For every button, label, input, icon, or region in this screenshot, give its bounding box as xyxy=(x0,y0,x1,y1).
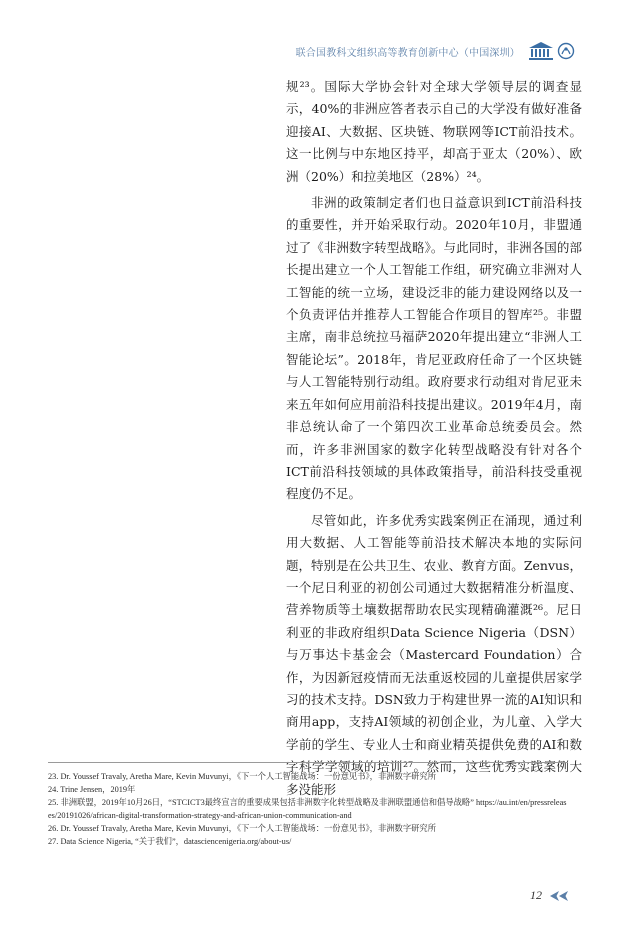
paragraph-1: 规²³。国际大学协会针对全球大学领导层的调查显示，40%的非洲应答者表示自己的大学没有做好准备迎接AI、大数据、区块链、物联网等ICT前沿技术。这一比例与中东地区持平，却高于亚太（20%）、欧洲（20%）和拉美地区（28%）²⁴。 xyxy=(286,79,582,184)
page-number: 12 xyxy=(530,888,542,902)
footnote-26: 26. Dr. Youssef Travaly, Aretha Mare, Kevin Muvunyi，《下一个人工智能战场：一份意见书》，非洲数字研究所 xyxy=(48,824,437,833)
body-text xyxy=(286,76,582,805)
header-title: 联合国教科文组织高等教育创新中心（中国深圳） xyxy=(295,47,520,59)
footnote-23: 23. Dr. Youssef Travaly, Aretha Mare, Kevin Muvunyi，《下一个人工智能战场：一份意见书》，非洲数字研究所 xyxy=(48,772,437,781)
paragraph-3: 尽管如此，许多优秀实践案例正在涌现，通过利用大数据、人工智能等前沿技术解决本地的实际问题，特别是在公共卫生、农业、教育方面。Zenvus，一个尼日利亚的初创公司通过大数据精准分析温度、营养物质等土壤数据帮助农民实现精确灌溉²⁶。尼日利亚的非政府组织Data Science Nigeria（DSN）与万事达卡基金会（Mastercard Foundation）合作，为因新冠疫情而无法重返校园的儿童提供居家学习的技术支持。DSN致力于构建世界一流的AI知识和商用app，支持AI领域的初创企业，为儿童、入学大学前的学生、专业人士和商业精英提供免费的AI和数字科学学领域的培训²⁷。然而，这些优秀实践案例大多没能形 xyxy=(286,512,582,797)
ichei-emblem-icon xyxy=(557,41,575,61)
footnote-25: 25. 非洲联盟，2019年10月26日，“STCICT3最终宣言的重要成果包括非洲数字化转型战略及非洲联盟通信和倡导战略” https://au.int/en/pressreleases/20191026/african-digital-transformation-strategy-and-african-union-communication-and xyxy=(48,798,567,820)
footnotes xyxy=(48,762,568,848)
footnote-27: 27. Data Science Nigeria, “关于我们”，datasciencenigeria.org/about-us/ xyxy=(48,837,292,846)
unesco-logo xyxy=(528,41,575,61)
footnote-24: 24. Trine Jensen，2019年 xyxy=(48,785,136,794)
page-footer xyxy=(530,888,568,903)
unesco-temple-icon xyxy=(528,41,554,61)
page-header xyxy=(296,36,575,66)
paragraph-2: 非洲的政策制定者们也日益意识到ICT前沿科技的重要性，并开始采取行动。2020年10月，非盟通过了《非洲数字转型战略》。与此同时，非洲各国的部长提出建立一个人工智能工作组，研究确立非洲对人工智能的统一立场，建设泛非的能力建设网络以及一个负责评估并推荐人工智能合作项目的智库²⁵。非盟主席，南非总统拉马福萨2020年提出建立“非洲人工智能论坛”。2018年，肯尼亚政府任命了一个区块链与人工智能特别行动组。政府要求行动组对肯尼亚未来五年如何应用前沿科技提出建议。2019年4月，南非总统认命了一个第四次工业革命总统委员会。然而，许多非洲国家的数字化转型战略没有针对各个ICT前沿科技领域的具体政策指导，前沿科技受重视程度仍不足。 xyxy=(286,195,582,502)
double-chevron-left-icon xyxy=(550,891,568,901)
